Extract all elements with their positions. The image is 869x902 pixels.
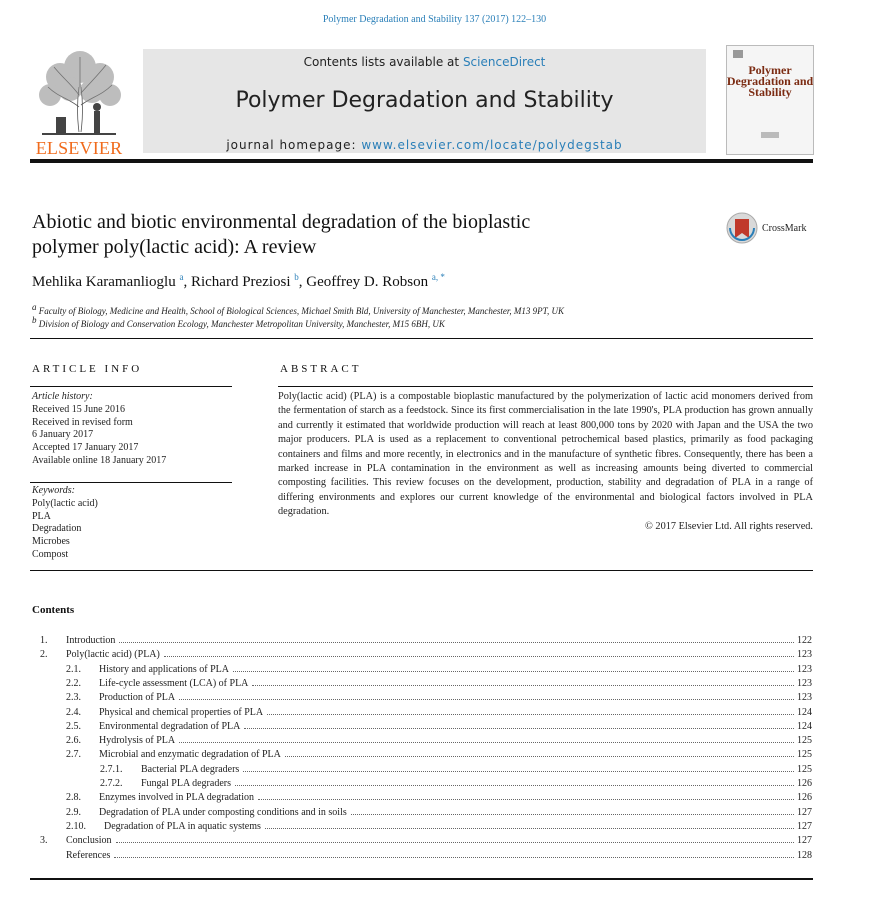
affiliation-text: Division of Biology and Conservation Ecology, Manchester Metropolitan University, Manchester, M15 6BH, UK <box>38 319 445 329</box>
toc-title-link[interactable]: Bacterial PLA degraders <box>141 763 240 775</box>
affiliation-text: Faculty of Biology, Medicine and Health, School of Biological Sciences, Michael Smith Bld, University of Manchester, Manchester, M13 9PT, UK <box>38 306 564 316</box>
toc-entry <box>99 791 812 805</box>
toc-page-number: 125 <box>797 763 812 775</box>
history-item: Accepted 17 January 2017 <box>32 442 139 454</box>
keyword[interactable]: Degradation <box>32 523 82 535</box>
article-info-heading: ARTICLE INFO <box>32 363 143 375</box>
toc-page-number: 127 <box>797 835 812 847</box>
crossmark-label[interactable]: CrossMark <box>762 223 807 234</box>
toc-entry <box>66 648 812 662</box>
history-label: Article history: <box>32 391 93 402</box>
toc-page-number: 124 <box>797 706 812 718</box>
publisher-wordmark: ELSEVIER <box>35 138 123 158</box>
toc-number: 3. <box>40 835 48 847</box>
toc-row[interactable] <box>0 706 869 720</box>
cover-title: Polymer Degradation and Stability <box>726 63 814 99</box>
toc-leader-dots <box>164 656 794 657</box>
toc-title-link[interactable]: Microbial and enzymatic degradation of PLA <box>99 749 281 761</box>
keywords-label: Keywords: <box>32 485 75 496</box>
toc-title-link[interactable]: History and applications of PLA <box>99 663 229 675</box>
toc-row[interactable] <box>0 806 869 820</box>
toc-entry <box>66 834 812 848</box>
author-separator: , <box>298 274 307 290</box>
toc-title-link[interactable]: Fungal PLA degraders <box>141 778 231 789</box>
toc-number: 2.7.1. <box>100 763 123 775</box>
toc-number: 2.1. <box>66 663 81 675</box>
toc-page-number: 124 <box>797 720 812 732</box>
toc-title-link[interactable]: Physical and chemical properties of PLA <box>99 706 264 718</box>
abstract-divider <box>30 570 813 571</box>
abstract-body <box>278 390 813 534</box>
toc-page-number: 125 <box>797 749 812 761</box>
article-title-line-2: polymer poly(lactic acid): A review <box>32 236 317 258</box>
keyword[interactable]: PLA <box>32 510 51 522</box>
contents-available-prefix: Contents lists available at <box>303 55 463 69</box>
toc-page-number: 128 <box>797 849 812 861</box>
author-name[interactable]: Geoffrey D. Robson <box>306 274 429 290</box>
toc-number: 2.10. <box>66 820 86 832</box>
journal-cover-thumbnail[interactable] <box>726 45 814 155</box>
toc-title-link[interactable]: Production of PLA <box>99 692 176 704</box>
toc-page-number: 123 <box>797 677 812 689</box>
header-divider <box>30 159 813 163</box>
toc-entry <box>99 806 812 820</box>
journal-citation[interactable]: Polymer Degradation and Stability 137 (2017) 122–130 <box>322 14 547 25</box>
toc-page-number: 126 <box>797 792 812 804</box>
toc-number: 2.3. <box>66 692 81 704</box>
abstract-heading: ABSTRACT <box>280 363 362 375</box>
toc-title-link[interactable]: Degradation of PLA in aquatic systems <box>104 820 261 832</box>
toc-page-number: 123 <box>797 649 812 661</box>
keyword[interactable]: Compost <box>32 548 69 560</box>
toc-row[interactable] <box>0 763 869 777</box>
sciencedirect-link[interactable]: ScienceDirect <box>462 55 546 69</box>
toc-page-number: 123 <box>797 692 812 704</box>
history-item: Received 15 June 2016 <box>32 403 126 415</box>
affiliation-mark: a <box>32 302 37 312</box>
keywords <box>32 485 232 562</box>
toc-page-number: 125 <box>797 735 812 747</box>
article-history <box>32 391 232 468</box>
toc-row[interactable] <box>0 691 869 705</box>
author-separator: , <box>183 274 191 290</box>
toc-page-number: 123 <box>797 663 812 675</box>
toc-number: 1. <box>40 635 48 646</box>
copyright-notice: © 2017 Elsevier Ltd. All rights reserved. <box>645 520 813 532</box>
author-name[interactable]: Mehlika Karamanlioglu <box>32 274 176 290</box>
toc-row[interactable] <box>0 777 869 791</box>
toc-entry <box>141 777 812 791</box>
toc-entry <box>141 763 812 777</box>
article-info-rule <box>30 386 232 387</box>
toc-number: 2.5. <box>66 720 81 732</box>
toc-leader-dots <box>265 828 794 829</box>
history-item: Received in revised form <box>32 416 133 428</box>
toc-row[interactable] <box>0 648 869 662</box>
toc-title-link[interactable]: Introduction <box>66 635 116 646</box>
toc-number: 2.7.2. <box>100 778 123 789</box>
toc-page-number: 127 <box>797 806 812 818</box>
keyword[interactable]: Poly(lactic acid) <box>32 497 98 509</box>
article-info-rule <box>30 482 232 483</box>
toc-leader-dots <box>179 742 794 743</box>
article-title-line-1: Abiotic and biotic environmental degradation of the bioplastic <box>32 211 531 233</box>
toc-row[interactable] <box>0 849 869 863</box>
affiliation <box>32 302 564 316</box>
toc-row[interactable] <box>0 791 869 805</box>
toc-leader-dots <box>116 842 794 843</box>
toc-leader-dots <box>267 714 794 715</box>
toc-row[interactable] <box>0 748 869 762</box>
abstract-text: Poly(lactic acid) (PLA) is a compostable bioplastic manufactured by the polymerization of lactic acid monomers derived from the fermentation of starch as a feedstock. Since its first commercialisation in the late 1990's, PLA production has grown annually and currently it estimated that worldwide production will reach at least 800,000 tons by 2020 with Japan and the USA the two major producers. PLA is used as a replacement to conventional petrochemical based plastics, primarily as food packaging containers and films and more recently, in electronics and in the manufacture of synthetic fibres. Consequently, there has been a marked increase in PLA contamination in the environment as well as increasing amounts being diverted to commercial composting facilities. This review focuses on the development, production, stability and degradation of PLA in a range of differing environments and explores our current knowledge of the environmental and biological factors involved in PLA degradation. <box>278 391 813 518</box>
toc-leader-dots <box>235 785 794 786</box>
toc-row[interactable] <box>0 734 869 748</box>
toc-number: 2.8. <box>66 792 81 804</box>
author-affiliation-mark[interactable]: a <box>179 272 184 282</box>
contents-available-line <box>143 55 706 69</box>
toc-leader-dots <box>233 671 794 672</box>
author-list <box>32 272 445 291</box>
toc-leader-dots <box>243 771 794 772</box>
toc-leader-dots <box>114 857 794 858</box>
homepage-prefix: journal homepage: <box>226 138 362 152</box>
toc-title-link[interactable]: Enzymes involved in PLA degradation <box>99 792 254 804</box>
keyword[interactable]: Microbes <box>32 536 70 548</box>
toc-leader-dots <box>244 728 794 729</box>
contents-heading: Contents <box>32 604 75 616</box>
author-affiliation-mark[interactable]: a, * <box>431 272 445 282</box>
toc-entry <box>66 634 812 648</box>
toc-number: 2.2. <box>66 677 81 689</box>
author-name[interactable]: Richard Preziosi <box>190 274 291 290</box>
toc-title-link[interactable]: Life-cycle assessment (LCA) of PLA <box>99 677 249 689</box>
toc-entry <box>99 734 812 748</box>
toc-page-number: 127 <box>797 820 812 832</box>
toc-row[interactable] <box>0 677 869 691</box>
toc-row[interactable] <box>0 663 869 677</box>
affiliation-mark: b <box>32 315 37 325</box>
author-affiliation-mark[interactable]: b <box>294 272 299 282</box>
toc-entry <box>99 748 812 762</box>
toc-entry <box>99 691 812 705</box>
title-divider <box>30 338 813 339</box>
toc-page-number: 126 <box>797 778 812 789</box>
article-title <box>32 210 672 260</box>
toc-title-link[interactable]: Conclusion <box>66 835 112 847</box>
toc-leader-dots <box>258 799 794 800</box>
homepage-link[interactable]: www.elsevier.com/locate/polydegstab <box>361 138 623 152</box>
toc-entry <box>104 820 812 834</box>
toc-leader-dots <box>285 756 794 757</box>
toc-number: 2.6. <box>66 735 81 747</box>
toc-entry <box>99 720 812 734</box>
toc-title-link[interactable]: Degradation of PLA under composting conditions and in soils <box>99 806 347 818</box>
toc-row[interactable] <box>0 834 869 848</box>
toc-number: 2.4. <box>66 706 81 718</box>
toc-entry <box>99 706 812 720</box>
journal-homepage-line <box>143 138 706 152</box>
toc-entry <box>99 663 812 677</box>
toc-entry <box>66 849 812 863</box>
toc-entry <box>99 677 812 691</box>
journal-title: Polymer Degradation and Stability <box>235 88 614 113</box>
affiliation <box>32 315 445 329</box>
toc-row[interactable] <box>0 820 869 834</box>
toc-number: 2. <box>40 649 48 661</box>
toc-number: 2.9. <box>66 806 81 818</box>
history-item: Available online 18 January 2017 <box>32 454 167 466</box>
toc-page-number: 122 <box>797 635 812 646</box>
toc-leader-dots <box>179 699 794 700</box>
toc-row[interactable] <box>0 720 869 734</box>
crossmark-icon[interactable] <box>726 212 758 244</box>
toc-title-link[interactable]: References <box>66 849 111 861</box>
toc-title-link[interactable]: Hydrolysis of PLA <box>99 735 176 747</box>
toc-leader-dots <box>252 685 794 686</box>
toc-title-link[interactable]: Poly(lactic acid) (PLA) <box>66 649 160 661</box>
toc-leader-dots <box>119 642 794 643</box>
toc-number: 2.7. <box>66 749 81 761</box>
history-item: 6 January 2017 <box>32 429 94 441</box>
toc-row[interactable] <box>0 634 869 648</box>
contents-bottom-rule <box>30 878 813 880</box>
toc-title-link[interactable]: Environmental degradation of PLA <box>99 720 241 732</box>
toc-leader-dots <box>351 814 794 815</box>
abstract-rule <box>278 386 813 387</box>
